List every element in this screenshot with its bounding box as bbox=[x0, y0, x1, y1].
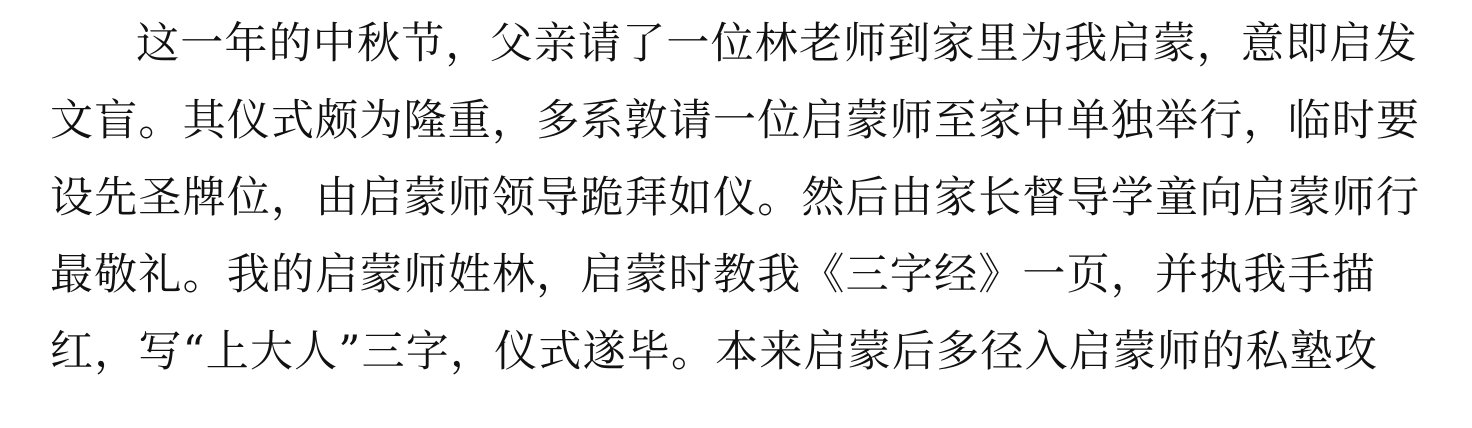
text-line-5: 红，写“上大人”三字，仪式遂毕。本来启蒙后多径入启蒙师的私塾攻 bbox=[50, 327, 1379, 377]
text-line-3: 设先圣牌位，由启蒙师领导跪拜如仪。然后由家长督导学童向启蒙师行 bbox=[50, 173, 1421, 223]
text-line-2: 文盲。其仪式颇为隆重，多系敦请一位启蒙师至家中单独举行，临时要 bbox=[50, 96, 1421, 146]
text-line-1: 这一年的中秋节，父亲请了一位林老师到家里为我启蒙，意即启发 bbox=[136, 19, 1418, 69]
text-line-4: 最敬礼。我的启蒙师姓林，启蒙时教我《三字经》一页，并执我手描 bbox=[50, 250, 1376, 300]
paragraph bbox=[50, 6, 1450, 391]
